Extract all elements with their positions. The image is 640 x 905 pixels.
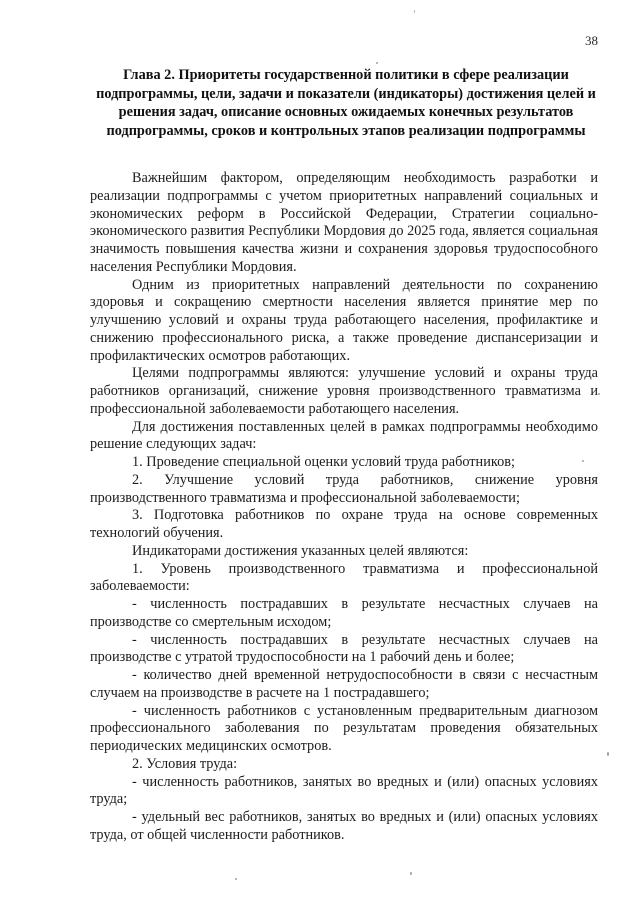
scan-speck [376,62,378,64]
task-item: 1. Проведение специальной оценки условий труда работников; [132,454,515,470]
indicator-item: - численность работников, занятых во вредных и (или) опасных условиях труда; [90,773,598,808]
scan-speck [582,460,584,462]
task-item: 3. Подготовка работников по охране труда на основе современных технологий обучения. [90,507,598,541]
indicator-item: - численность работников с установленным предварительным диагнозом профессионального заболевания по результатам проведения обязательных периодических медицинских осмотров. [90,702,598,754]
scan-speck [607,752,609,756]
indicator-item: - численность пострадавших в результате несчастных случаев на производстве со смертельным исходом; [90,596,598,630]
indicator-item: - количество дней временной нетрудоспособности в связи с несчастным случаем на производстве в расчете на 1 пострадавшего; [90,667,598,701]
chapter-heading: Глава 2. Приоритеты государственной политики в сфере реализации подпрограммы, цели, задачи и показатели (индикаторы) достижения целей и решения задач, описание основных ожидаемых конечных результатов подпрограммы, сроков и контрольных этапов реализации подпрограммы [96,67,596,139]
scan-speck [235,878,237,880]
paragraph-intro: Важнейшим фактором, определяющим необходимость разработки и реализации подпрограммы с учетом приоритетных направлений социальных и экономических реформ в Российской Федерации, Стратегии социально-экономического развития Республики Мордовия до 2025 года, является социальная значимость повышения качества жизни и сохранения здоровья трудоспособного населения Республики Мордовия. [90,170,598,275]
indicator-group: 2. Условия труда: [132,755,238,772]
indicator-item: - численность пострадавших в результате несчастных случаев на производстве с утратой трудоспособности на 1 рабочий день и более; [90,631,598,666]
paragraph-indicators-intro: Индикаторами достижения указанных целей являются: [132,542,469,559]
document-body [90,170,598,845]
page-number: 38 [585,33,598,48]
paragraph-goals: Целями подпрограммы являются: улучшение условий и охраны труда работников организаций, снижение уровня производственного травматизма и профессиональной заболеваемости работающего населения. [90,365,598,417]
paragraph-priority-direction: Одним из приоритетных направлений деятельности по сохранению здоровья и сокращению смертности населения является принятие мер по улучшению условий и охраны труда работающего населения, профилактике и снижению профессионального риска, а также проведение диспансеризации и профилактических осмотров работающих. [90,276,598,364]
paragraph-tasks-intro: Для достижения поставленных целей в рамках подпрограммы необходимо решение следующих задач: [90,418,598,453]
scan-speck [410,872,412,875]
task-item: 2. Улучшение условий труда работников, снижение уровня производственного травматизма и профессиональной заболеваемости; [90,471,598,506]
scan-speck [598,393,600,395]
indicator-group: 1. Уровень производственного травматизма и профессиональной заболеваемости: [90,560,598,595]
indicator-item: - удельный вес работников, занятых во вредных и (или) опасных условиях труда, от общей численности работников. [90,809,598,843]
scan-speck [414,10,415,13]
